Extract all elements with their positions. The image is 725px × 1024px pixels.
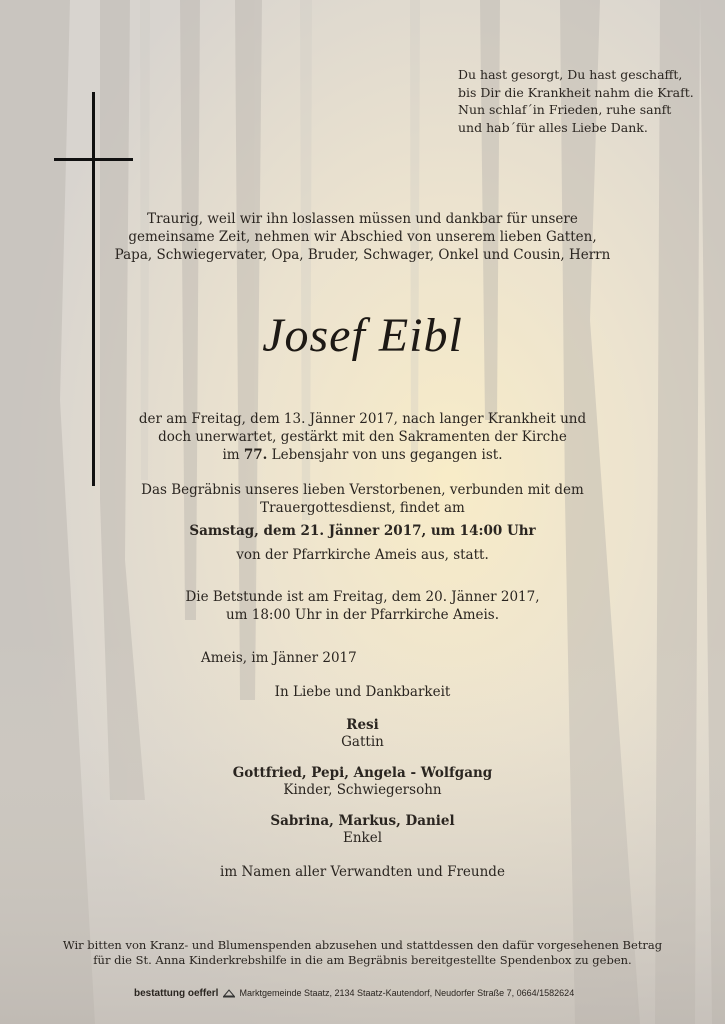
relatives-line: im Namen aller Verwandten und Freunde	[220, 864, 505, 880]
poem	[458, 66, 694, 136]
footer	[134, 988, 574, 999]
death-info-line: der am Freitag, dem 13. Jänner 2017, nach langer Krankheit und	[138, 411, 587, 427]
death-info-text: Lebensjahr von uns gegangen ist.	[267, 447, 503, 463]
prayer-line: um 18:00 Uhr in der Pfarrkirche Ameis.	[225, 607, 500, 623]
mourner-names: Sabrina, Markus, Daniel	[270, 813, 455, 829]
mourner-names: Gottfried, Pepi, Angela - Wolfgang	[232, 765, 493, 781]
mourner-names: Resi	[346, 717, 379, 733]
poem-line: Nun schlaf´in Frieden, ruhe sanft	[458, 102, 672, 117]
place-date: Ameis, im Jänner 2017	[201, 650, 357, 666]
age: 77.	[243, 447, 268, 463]
poem-line: bis Dir die Krankheit nahm die Kraft.	[458, 84, 694, 100]
bestattung-logo-icon	[223, 989, 235, 998]
intro-line: Traurig, weil wir ihn loslassen müssen und dankbar für unsere	[147, 211, 578, 227]
mourner-relation: Gattin	[341, 734, 384, 750]
funeral-line: Das Begräbnis unseres lieben Verstorbenen, verbunden mit dem	[141, 482, 584, 498]
footer-address: Marktgemeinde Staatz, 2134 Staatz-Kautendorf, Neudorfer Straße 7, 0664/1582624	[239, 988, 575, 998]
funeral-date: Samstag, dem 21. Jänner 2017, um 14:00 Uhr	[189, 523, 536, 539]
prayer-line: Die Betstunde ist am Freitag, dem 20. Jänner 2017,	[185, 589, 540, 605]
death-info-line: doch unerwartet, gestärkt mit den Sakramenten der Kirche	[158, 429, 567, 445]
footer-company: bestattung oefferl	[134, 988, 219, 999]
mourner-relation: Kinder, Schwiegersohn	[283, 782, 442, 798]
mourner-relation: Enkel	[342, 830, 383, 846]
intro-line: gemeinsame Zeit, nehmen wir Abschied von unserem lieben Gatten,	[128, 229, 597, 245]
intro-line: Papa, Schwiegervater, Opa, Bruder, Schwager, Onkel und Cousin, Herrn	[114, 247, 611, 263]
donation-line: Wir bitten von Kranz- und Blumenspenden abzusehen und stattdessen den dafür vorgesehenen Betrag	[62, 938, 663, 952]
closing: In Liebe und Dankbarkeit	[274, 684, 451, 700]
funeral-line: von der Pfarrkirche Ameis aus, statt.	[236, 547, 489, 563]
donation-line: für die St. Anna Kinderkrebshilfe in die am Begräbnis bereitgestellte Spendenbox zu geben.	[93, 953, 632, 967]
death-info-line	[0, 447, 725, 463]
deceased-name: Josef Eibl	[262, 309, 463, 362]
poem-line: Du hast gesorgt, Du hast geschafft,	[458, 67, 683, 82]
death-info-text: im	[222, 447, 244, 463]
funeral-line: Trauergottesdienst, findet am	[260, 500, 465, 516]
poem-line: und hab´für alles Liebe Dank.	[458, 119, 648, 135]
